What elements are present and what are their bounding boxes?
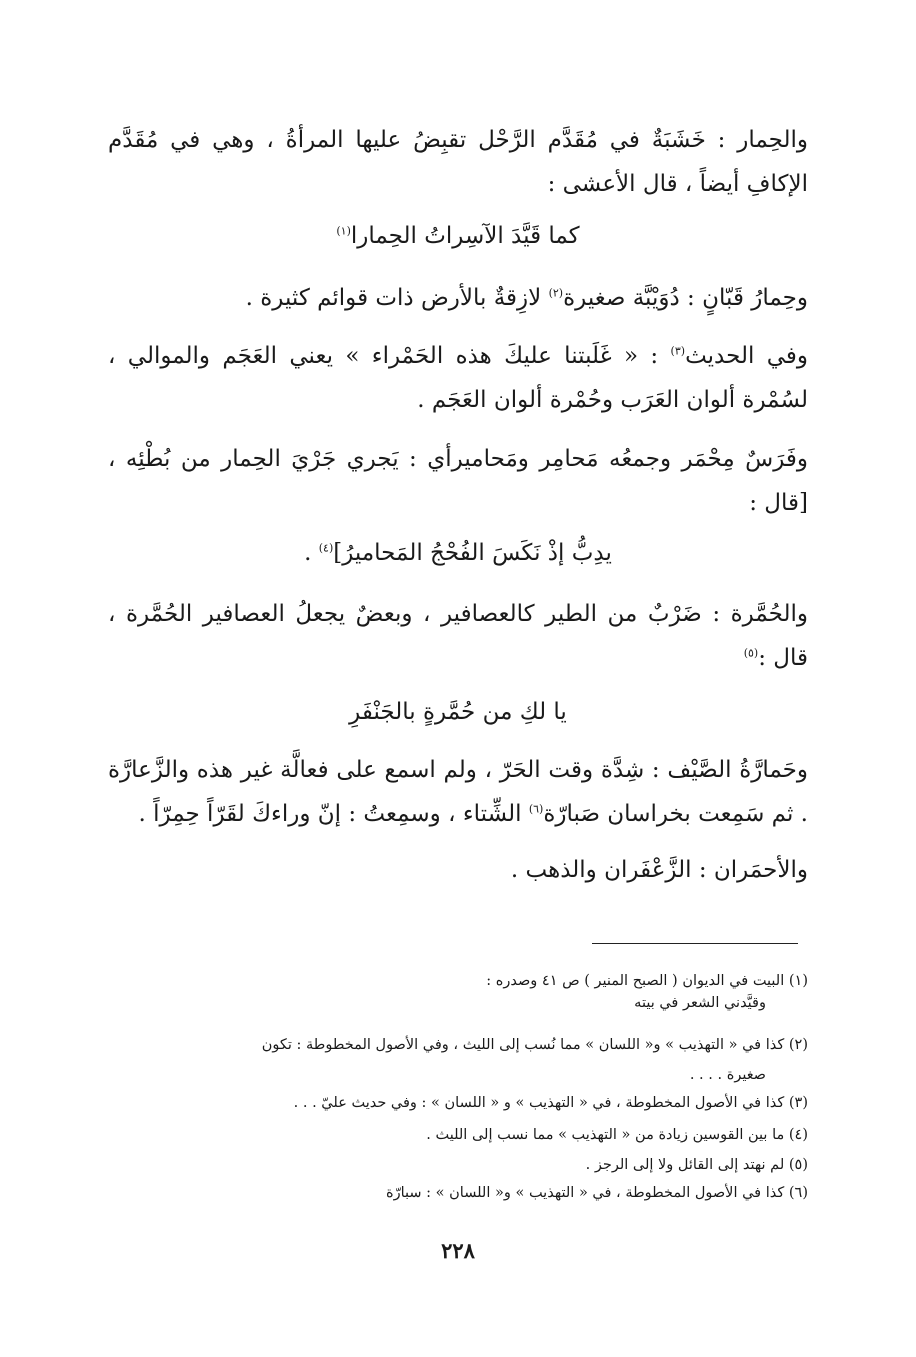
footnote-1: (١) البيت في الديوان ( الصبح المنير ) ص ٤١ وصدره : xyxy=(486,973,808,989)
paragraph-himar xyxy=(108,118,808,206)
footnote-3: (٣) كذا في الأصول المخطوطة ، في « التهذيب » و « اللسان » : وفي حديث عليّ . . . xyxy=(293,1095,808,1111)
footnote-marker: (٤) xyxy=(318,541,334,555)
paragraph-faras xyxy=(108,437,808,525)
footnote-marker: (١) xyxy=(336,224,351,238)
paragraph-text: لازِقةٌ بالأرض ذات قوائم كثيرة . xyxy=(245,285,549,311)
verse-hummara xyxy=(108,692,808,732)
footnote-marker: (٦) xyxy=(528,802,544,816)
footnote-marker: (٣) xyxy=(670,344,686,358)
paragraph-text: وفَرَسٌ مِحْمَر وجمعُه مَحامِر ومَحاميرأي : يَجري جَرْيَ الحِمار من بُطْئِه ، [قال : xyxy=(108,446,808,516)
footnote-4: (٤) ما بين القوسين زيادة من « التهذيب » مما نسب إلى الليث . xyxy=(426,1127,808,1143)
footnote-2: (٢) كذا في « التهذيب » و« اللسان » مما نُسب إلى الليث ، وفي الأصول المخطوطة : تكون xyxy=(261,1037,808,1053)
footnote-divider xyxy=(592,943,798,944)
verse-end: . xyxy=(304,540,319,566)
paragraph-himar-qabban xyxy=(108,276,808,320)
verse-asha xyxy=(108,216,808,256)
footnote-marker: (٢) xyxy=(548,286,564,300)
footnote-marker: (٥) xyxy=(743,646,759,660)
paragraph-hamarrat xyxy=(108,748,808,836)
paragraph-ahmaran xyxy=(108,848,808,892)
footnote-2-cont: صغيرة . . . . xyxy=(689,1067,766,1083)
page-number: ٢٢٨ xyxy=(441,1238,475,1263)
paragraph-text: وفي الحديث xyxy=(685,343,808,369)
paragraph-text: وحِمارُ قَبّانٍ : دُوَيْبَّة صغيرة xyxy=(563,285,808,311)
paragraph-text: والحُمَّرة : ضَرْبٌ من الطير كالعصافير ، وبعضٌ يجعلُ العصافير الحُمَّرة ، قال : xyxy=(108,601,808,671)
footnote-5: (٥) لم نهتد إلى القائل ولا إلى الرجز . xyxy=(585,1157,808,1173)
footnote-6: (٦) كذا في الأصول المخطوطة ، في « التهذيب » و« اللسان » : سبارّة xyxy=(386,1185,808,1201)
verse-text: كما قَيَّدَ الآسِراتُ الحِمارا xyxy=(350,223,580,249)
paragraph-text: الشِّتاء ، وسمِعتُ : إنّ وراءكَ لقَرّاً حِمِرّاً . xyxy=(138,801,529,827)
verse-text: يدِبُّ إذْ نَكَسَ الفُحْجُ المَحاميرُ] xyxy=(333,540,612,566)
paragraph-text: والحِمار : خَشَبَةٌ في مُقَدَّم الرَّحْل تقبِضُ عليها المرأةُ ، وهي في مُقَدَّم الإكافِ أيضاً ، قال الأعشى : xyxy=(108,127,808,197)
paragraph-text: : « غَلَبتنا عليكَ هذه الحَمْراء » يعني العَجَم والموالي ، لسُمْرة ألوان العَرَب وحُمْرة ألوان العَجَم . xyxy=(108,343,808,413)
paragraph-text: وحَمارَّةُ الصَّيْف : شِدَّة وقت الحَرّ ، ولم اسمع على فعالَّة غير هذه والزَّعارَّة . ثم سَمِعت بخراسان صَبارّة xyxy=(108,757,808,827)
paragraph-hadith xyxy=(108,334,808,422)
paragraph-text: والأحمَران : الزَّعْفَران والذهب . xyxy=(510,857,808,883)
verse-text: يا لكِ من حُمَّرةٍ بالجَنْفَرِ xyxy=(349,699,567,725)
footnote-1-verse: وقيَّدني الشعر في بيته xyxy=(634,995,766,1011)
paragraph-hummara xyxy=(108,592,808,680)
verse-mahamir xyxy=(108,533,808,573)
